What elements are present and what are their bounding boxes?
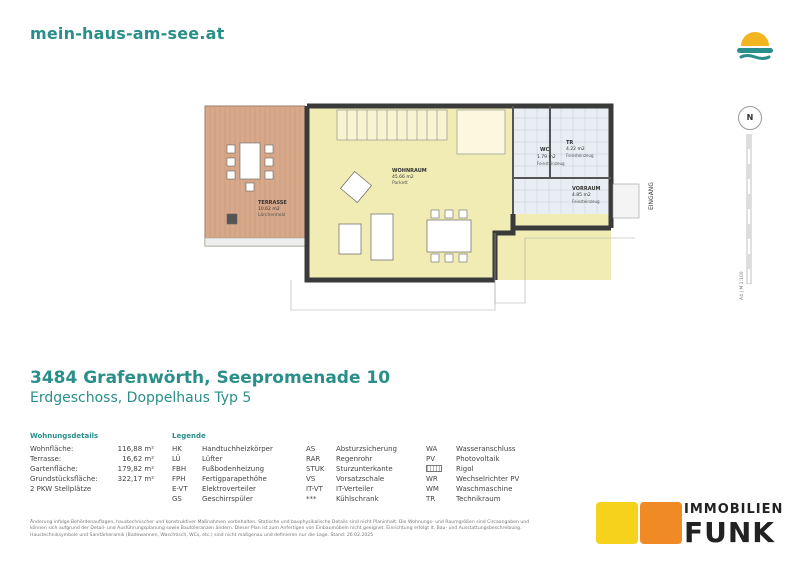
legend-desc: Wechselrichter PV [456,475,520,483]
legend-desc: Photovoltaik [456,455,500,463]
disclaimer-text: Änderung infolge Behördenauflagen, haustechnischer und konstruktiver Maßnahmen vorbehalten. Statische und bauphysikalische Details sind nicht Planinhalt. Die Wohnungs- und Raumgrößen sind Circaangaben und können sich aufgrund der Detail- und Ausführungsplanung sowie Bautoleranzen ändern. Dieser Plan ist zum Anfertigen von Einbaumöbeln nicht geeignet. Einrichtung erfolgt lt. Bau- und Ausstattungsbeschreibung. Haustechniksymbole und Sanitärkeramik (Badewannen, Waschtisch, WCs, etc.) sind nicht maßgenau und definieren nur die Lage. Stand: 26.02.2025 [30,520,530,538]
legend-desc: Technikraum [456,495,501,503]
legend-code: WA [426,445,438,453]
room-label-terrasse: TERRASSE [258,200,287,206]
room-floor-wc: Feinsteinzeug [537,161,565,166]
room-area-terrasse: 10.62 m2 [258,207,280,212]
scale-label: A4 | M 1:100 [740,271,745,300]
legend-desc: Fertigparapethöhe [202,475,267,483]
legend-code: IT-VT [306,485,323,493]
legend-desc: Handtuchheizkörper [202,445,273,453]
room-area-tr: 4.22 m2 [566,147,585,152]
legend-code: GS [172,495,182,503]
room-label-wc: WC [540,147,550,153]
room-area-wohnraum: 45.66 m2 [392,175,414,180]
legend-desc: Sturzunterkante [336,465,393,473]
room-label-tr: TR [566,140,574,146]
address-title: 3484 Grafenwörth, Seepromenade 10 [30,368,391,388]
legend-code: HK [172,445,182,453]
room-area-wc: 1.79 m2 [537,155,556,160]
orange-square-icon [640,502,682,544]
legend-desc: Vorsatzschale [336,475,385,483]
detail-value: 16,62 m² [122,455,154,463]
room-floor-wohnraum: Parkett [392,181,408,186]
detail-value: 116,88 m² [117,445,154,453]
rigol-icon [426,464,442,472]
legend-code: LÜ [172,455,181,463]
legend-desc: Waschmaschine [456,485,513,493]
legend-heading: Legende [172,432,206,440]
legend-code: STUK [306,465,325,473]
detail-label: Terrasse: [30,455,62,463]
legend-desc: Fußbodenheizung [202,465,265,473]
detail-label: Gartenfläche: [30,465,78,473]
legend-desc: Kühlschrank [336,495,379,503]
plan-subtitle: Erdgeschoss, Doppelhaus Typ 5 [30,390,252,406]
room-label-vorraum: VORRAUM [572,186,601,192]
details-heading: Wohnungsdetails [30,432,99,440]
legend-code: RAR [306,455,321,463]
legend-desc: Geschirrspüler [202,495,253,503]
legend-desc: Lüfter [202,455,223,463]
detail-label: Wohnfläche: [30,445,74,453]
room-floor-vorraum: Feinsteinzeug [572,199,600,204]
room-area-vorraum: 4.85 m2 [572,193,591,198]
room-floor-terrasse: Lärchenholz [258,213,286,218]
room-label-wohnraum: WOHNRAUM [392,168,427,174]
detail-label: Grundstücksfläche: [30,475,98,483]
legend-desc: Rigol [456,465,474,473]
yellow-square-icon [596,502,638,544]
sun-lake-logo-icon [733,24,777,68]
detail-value: 322,17 m² [117,475,154,483]
legend-desc: Regenrohr [336,455,373,463]
legend-code: *** [306,495,317,503]
legend-code: WR [426,475,438,483]
room-floor-tr: Feinsteinzeug [566,153,594,158]
legend-code: PV [426,455,436,463]
legend-desc: Wasseranschluss [456,445,516,453]
north-compass-icon: N [738,106,762,130]
site-name: mein-haus-am-see.at [30,24,225,43]
legend-code: TR [426,495,436,503]
legend-desc: Absturzsicherung [336,445,397,453]
legend-desc: Elektroverteiler [202,485,256,493]
legend-code: VS [306,475,316,483]
legend-code: E-VT [172,485,188,493]
legend-code: FBH [172,465,187,473]
entrance-label: EINGANG [648,182,655,210]
detail-label: 2 PKW Stellplätze [30,485,92,493]
detail-value: 179,82 m² [117,465,154,473]
legend-desc: IT-Verteiler [336,485,374,493]
brand-name: FUNK [684,516,775,549]
legend-code: AS [306,445,316,453]
legend-code: FPH [172,475,186,483]
legend-code: WM [426,485,439,493]
scale-bar [744,134,756,284]
brand-top-text: IMMOBILIEN [684,502,784,517]
